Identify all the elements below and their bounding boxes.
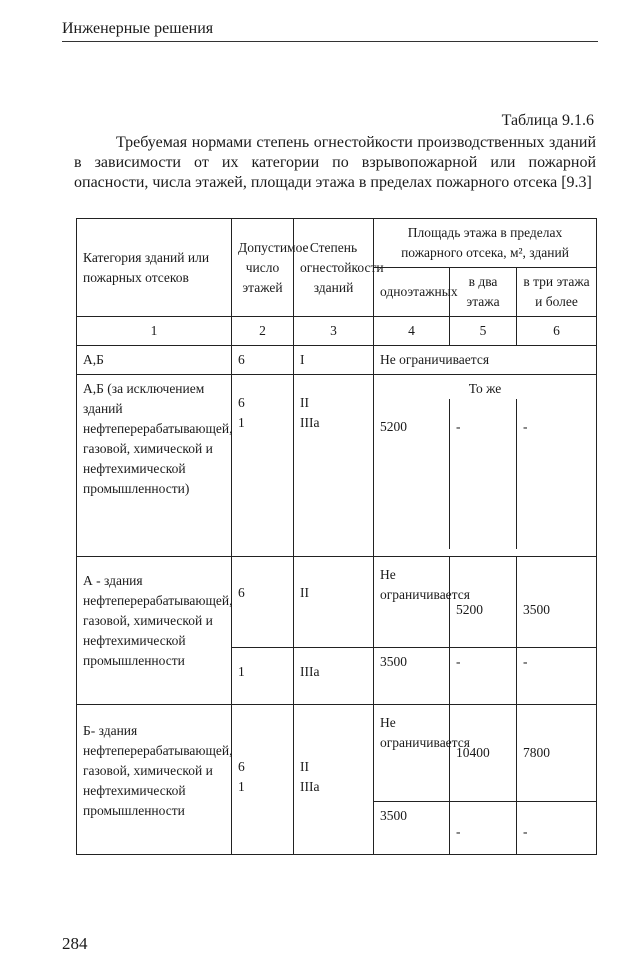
table-row bbox=[77, 346, 597, 375]
header-fire-degree: Степень огнестойкости зданий bbox=[294, 219, 374, 317]
area-two: 5200 bbox=[450, 557, 517, 648]
row-degree bbox=[294, 705, 374, 855]
degree-value: IIIa bbox=[300, 779, 320, 794]
column-number-row bbox=[77, 317, 597, 346]
row-floors: 6 bbox=[232, 557, 294, 648]
row-degree: I bbox=[294, 346, 374, 375]
degree-value: II bbox=[300, 759, 309, 774]
degree-value: II bbox=[300, 395, 309, 410]
header-two-floor: в два этажа bbox=[450, 268, 517, 317]
row-floors bbox=[232, 375, 294, 557]
floors-value: 6 bbox=[238, 759, 245, 774]
row-degree: II bbox=[294, 557, 374, 648]
area-one: 3500 bbox=[374, 648, 450, 705]
table-row bbox=[77, 375, 597, 557]
page-number: 284 bbox=[62, 934, 88, 953]
header-area-group: Площадь этажа в пределах пожарного отсека, м², зданий bbox=[374, 219, 597, 268]
header-floors: Допустимое число этажей bbox=[232, 219, 294, 317]
floors-value: 1 bbox=[238, 779, 245, 794]
header-row bbox=[77, 219, 597, 268]
row-floors bbox=[232, 705, 294, 855]
same-note: То же bbox=[468, 381, 502, 396]
area-two: - bbox=[450, 802, 517, 855]
area-three: 7800 bbox=[517, 705, 597, 802]
area-two: - bbox=[450, 399, 517, 549]
table-row bbox=[77, 557, 597, 648]
header-one-floor: одноэтажных bbox=[374, 268, 450, 317]
area-one: Не ограничивается bbox=[374, 705, 450, 802]
running-header: Инженерные решения bbox=[62, 20, 598, 42]
row-degree bbox=[294, 375, 374, 557]
row-category: А - здания нефтеперерабатывающей, газовой, химической и нефтехимической промышленности bbox=[77, 557, 232, 705]
header-category: Категория зданий или пожарных отсеков bbox=[77, 219, 232, 317]
area-three: - bbox=[517, 648, 597, 705]
area-three: 3500 bbox=[517, 557, 597, 648]
floors-value: 1 bbox=[238, 415, 245, 430]
degree-value: IIIa bbox=[300, 415, 320, 430]
col-num: 6 bbox=[517, 317, 597, 346]
area-one: Не ограничивается bbox=[374, 557, 450, 648]
col-num: 5 bbox=[450, 317, 517, 346]
area-three: - bbox=[523, 419, 528, 434]
col-num: 4 bbox=[374, 317, 450, 346]
floors-value: 6 bbox=[238, 395, 245, 410]
col-num: 1 bbox=[77, 317, 232, 346]
table-caption: Требуемая нормами степень огнестойкости производственных зданий в зависимости от их категории по взрывопожарной или пожарной опасности, числа этажей, площади этажа в пределах пожарного отсека [9.3] bbox=[74, 134, 596, 191]
row-area-merged: Не ограничивается bbox=[374, 346, 597, 375]
area-two: - bbox=[450, 648, 517, 705]
row-category: А,Б bbox=[77, 346, 232, 375]
row-area-block bbox=[374, 375, 597, 557]
area-one: 5200 bbox=[374, 399, 450, 549]
row-category: Б- здания нефтеперерабатывающей, газовой, химической и нефтехимической промышленности bbox=[77, 705, 232, 855]
header-three-floor: в три этажа и более bbox=[517, 268, 597, 317]
area-values bbox=[374, 399, 596, 549]
col-num: 2 bbox=[232, 317, 294, 346]
table-label: Таблица 9.1.6 bbox=[501, 112, 594, 129]
row-floors: 1 bbox=[232, 648, 294, 705]
row-category: А,Б (за исключением зданий нефтеперерабатывающей, газовой, химической и нефтехимической промышленности) bbox=[77, 375, 232, 557]
fire-resistance-table bbox=[76, 218, 597, 855]
area-one: 3500 bbox=[374, 802, 450, 855]
area-three: - bbox=[517, 802, 597, 855]
table-row bbox=[77, 705, 597, 802]
col-num: 3 bbox=[294, 317, 374, 346]
row-floors: 6 bbox=[232, 346, 294, 375]
area-two: 10400 bbox=[450, 705, 517, 802]
row-degree: IIIa bbox=[294, 648, 374, 705]
